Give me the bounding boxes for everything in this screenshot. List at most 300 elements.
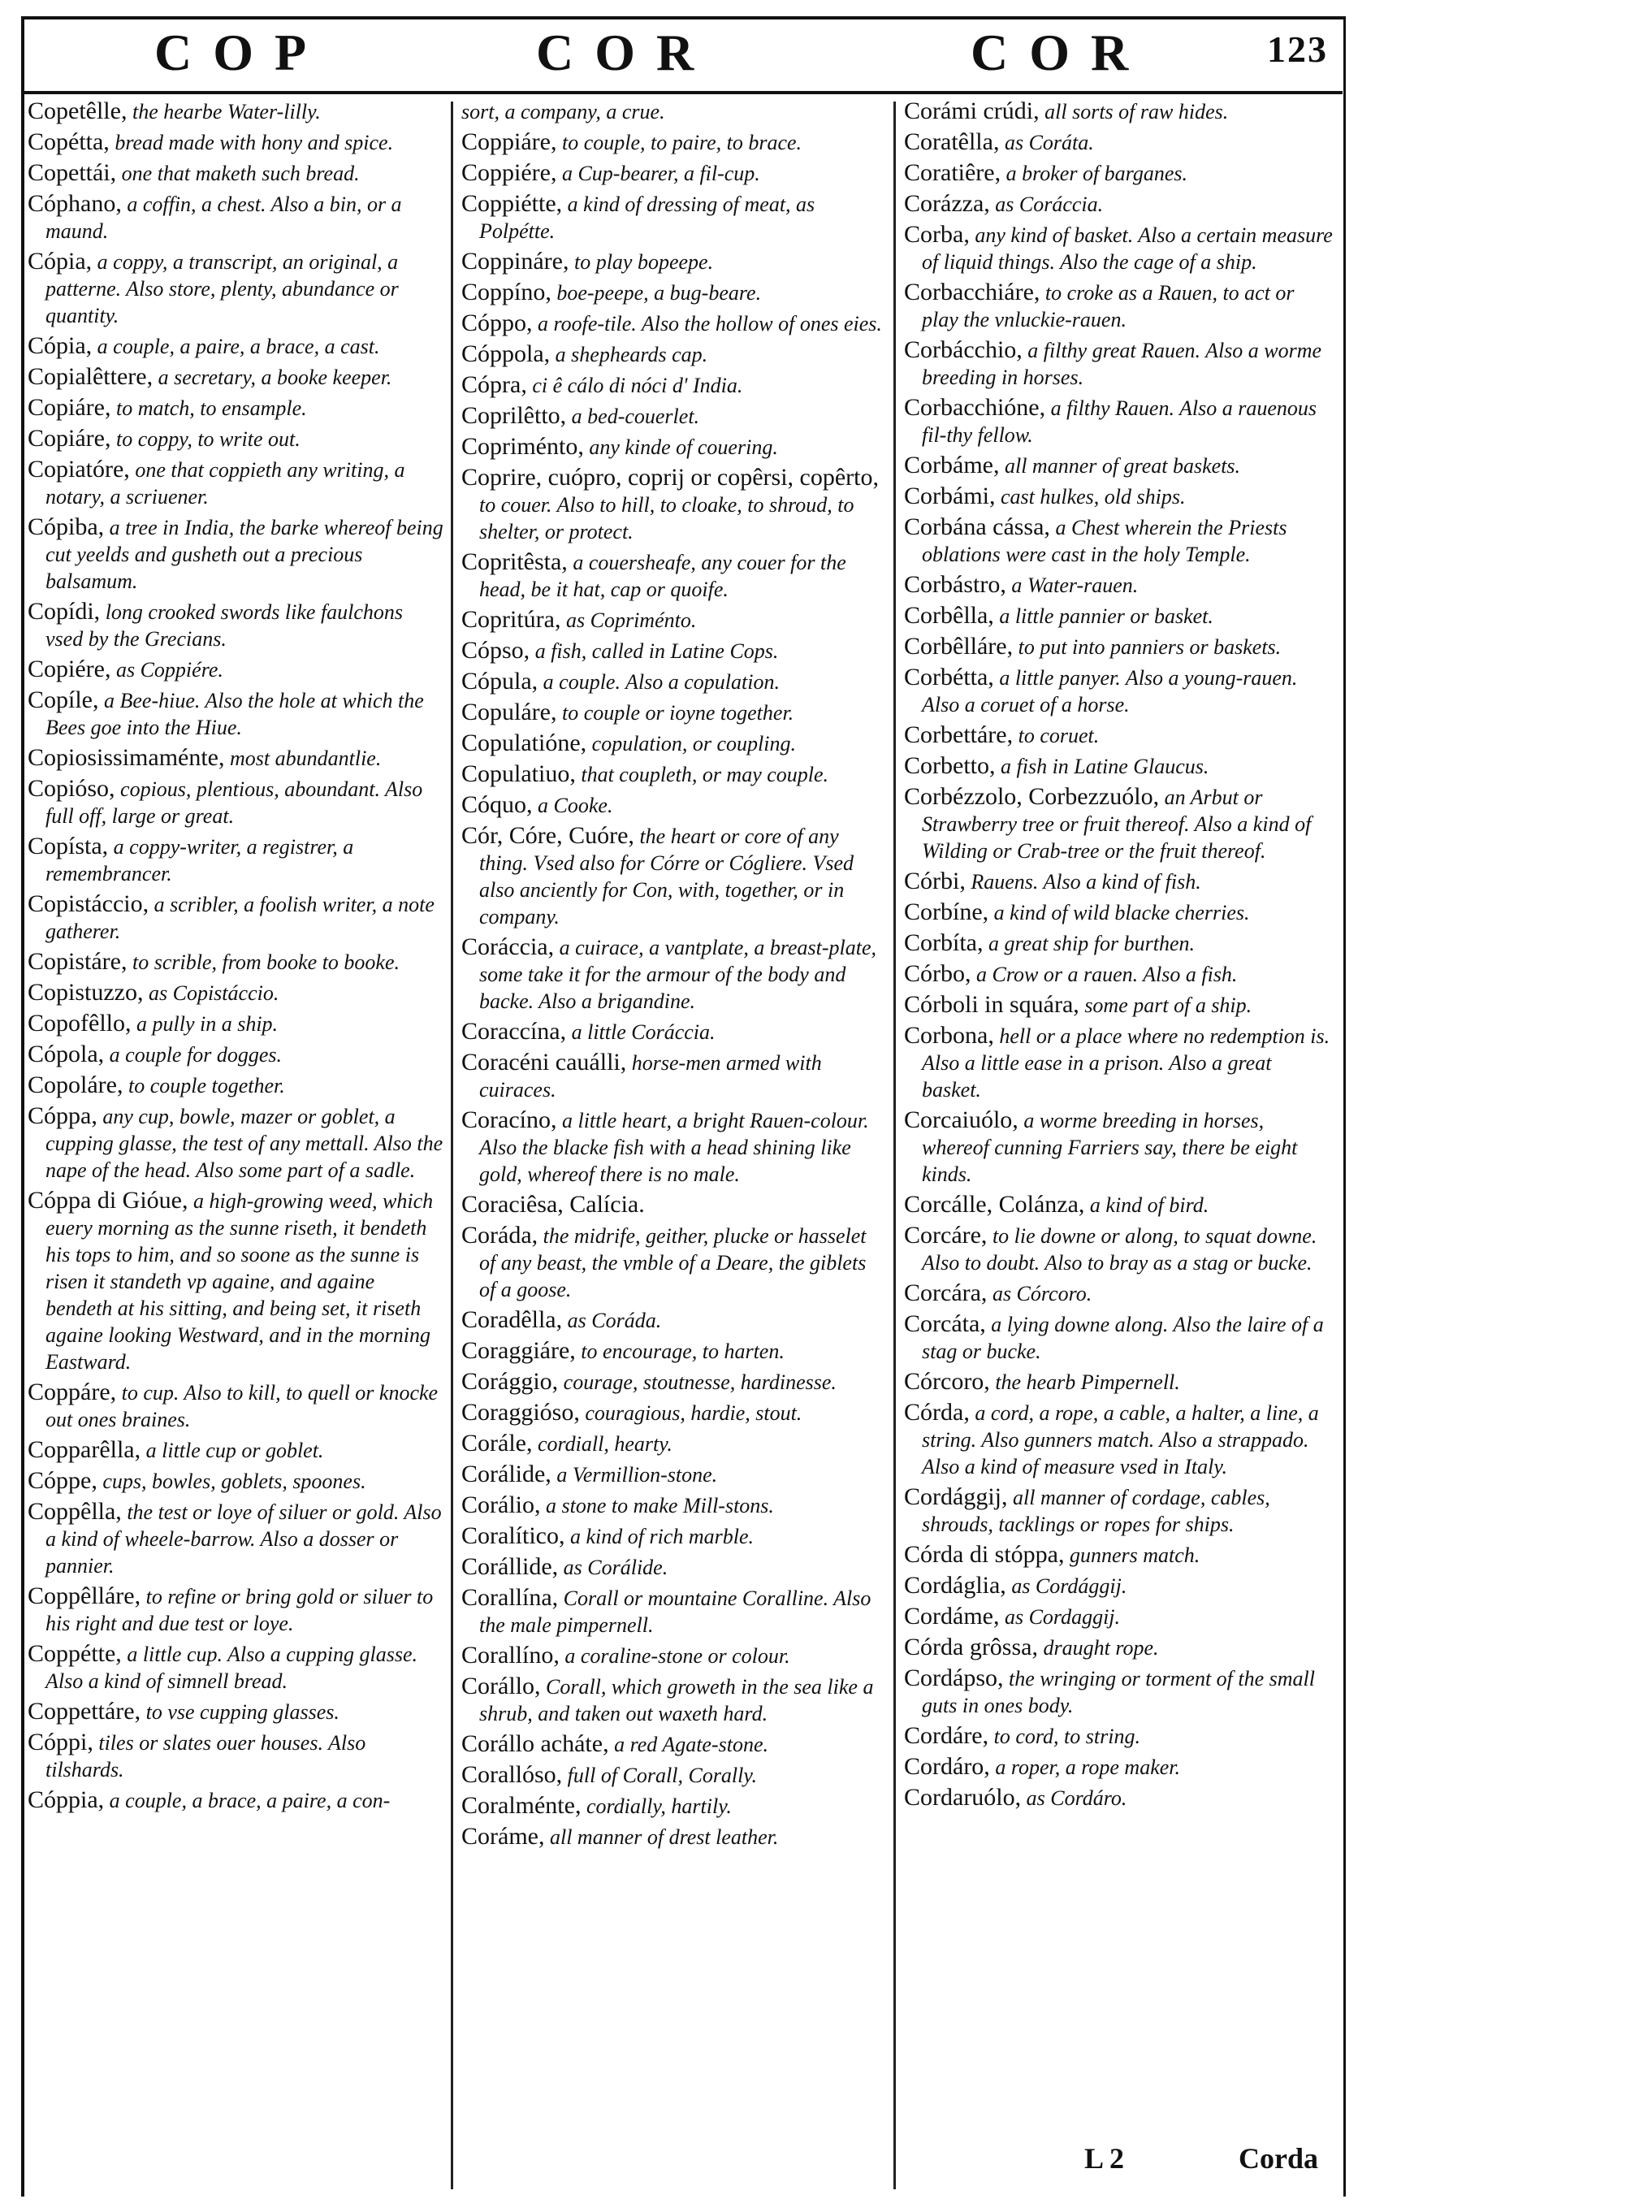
entry-headword: Copíle, bbox=[28, 686, 99, 713]
entry-definition: as Coráda. bbox=[562, 1309, 662, 1332]
entry-headword: Cóphano, bbox=[28, 190, 122, 217]
entry-headword: Corcálle, Colánza, bbox=[904, 1191, 1085, 1218]
page-number: 123 bbox=[1267, 28, 1328, 70]
dictionary-entry bbox=[28, 248, 443, 329]
entry-definition: to couer. Also to hill, to cloake, to shroud, to shelter, or protect. bbox=[479, 493, 854, 543]
entry-definition: a cuirace, a vantplate, a breast-plate, some take it for the armour of the body and backe. Also a brigandine. bbox=[479, 936, 877, 1013]
dictionary-entry bbox=[28, 425, 443, 452]
entry-headword: Corbacchiáre, bbox=[904, 279, 1040, 305]
dictionary-entry bbox=[461, 606, 884, 634]
entry-definition: to put into panniers or baskets. bbox=[1013, 635, 1282, 659]
dictionary-entry bbox=[28, 456, 443, 510]
entry-headword: Corbêlla, bbox=[904, 602, 994, 629]
dictionary-entry bbox=[28, 686, 443, 741]
entry-definition: a little heart, a bright Rauen-colour. Also the blacke fish with a head shining like gold, whereof there is no male. bbox=[479, 1109, 869, 1186]
entry-definition: to scrible, from booke to booke. bbox=[127, 950, 400, 974]
entry-headword: Cópia, bbox=[28, 248, 93, 275]
dictionary-entry bbox=[461, 668, 884, 695]
entry-headword: Corámi crúdi, bbox=[904, 97, 1040, 124]
entry-headword: Copettái, bbox=[28, 159, 117, 186]
entry-definition: a Water-rauen. bbox=[1005, 574, 1139, 597]
entry-headword: Coppêlláre, bbox=[28, 1582, 141, 1609]
dictionary-entry bbox=[461, 699, 884, 726]
dictionary-entry bbox=[904, 1541, 1334, 1569]
entry-definition: a filthy Rauen. Also a rauenous fil-thy fellow. bbox=[922, 396, 1317, 447]
entry-headword: Corba, bbox=[904, 221, 970, 248]
dictionary-column-1 bbox=[28, 97, 443, 1817]
entry-headword: Copistáccio, bbox=[28, 890, 149, 917]
dictionary-entry bbox=[28, 1436, 443, 1464]
entry-headword: Cordaruólo, bbox=[904, 1784, 1022, 1811]
entry-headword: Copparêlla, bbox=[28, 1436, 141, 1463]
entry-headword: Corbacchióne, bbox=[904, 394, 1046, 421]
entry-definition: a high-growing weed, which euery morning as the sunne riseth, it bendeth his tops to him, and so soone as the sunne is risen it standeth vp againe, and againe bendeth at his sitting, and being set, it riseth againe looking Westward, and in the morning Eastward. bbox=[45, 1189, 434, 1374]
entry-headword: Corallíno, bbox=[461, 1642, 560, 1669]
dictionary-entry bbox=[28, 1698, 443, 1725]
entry-definition: tiles or slates ouer houses. Also tilshards. bbox=[45, 1731, 366, 1781]
entry-headword: Cóppia, bbox=[28, 1786, 105, 1813]
dictionary-entry bbox=[28, 1071, 443, 1099]
dictionary-entry bbox=[904, 1722, 1334, 1750]
dictionary-entry bbox=[461, 1673, 884, 1727]
dictionary-entry bbox=[28, 598, 443, 652]
entry-definition: as Copistáccio. bbox=[143, 981, 279, 1005]
entry-headword: Copiáre, bbox=[28, 394, 111, 421]
entry-headword: Corbástro, bbox=[904, 571, 1006, 598]
dictionary-entry bbox=[461, 1106, 884, 1188]
dictionary-entry bbox=[461, 1399, 884, 1426]
entry-definition: long crooked swords like faulchons vsed by the Grecians. bbox=[45, 600, 404, 651]
entry-headword: Corbona, bbox=[904, 1022, 994, 1049]
entry-headword: Coraccína, bbox=[461, 1018, 567, 1045]
entry-headword: Cóquo, bbox=[461, 791, 533, 818]
entry-headword: Copulatiuo, bbox=[461, 760, 576, 787]
dictionary-entry bbox=[904, 159, 1334, 187]
dictionary-entry bbox=[461, 760, 884, 788]
dictionary-entry bbox=[28, 1498, 443, 1579]
entry-definition: the midrife, geither, plucke or hasselet of any beast, the vmble of a Deare, the giblets of a goose. bbox=[479, 1224, 867, 1301]
entry-headword: Copiére, bbox=[28, 656, 111, 682]
dictionary-entry bbox=[461, 1491, 884, 1519]
dictionary-entry bbox=[461, 1584, 884, 1638]
dictionary-entry bbox=[461, 1430, 884, 1457]
dictionary-entry bbox=[904, 929, 1334, 957]
dictionary-entry bbox=[28, 1010, 443, 1037]
dictionary-entry bbox=[461, 1306, 884, 1334]
entry-definition: to lie downe or along, to squat downe. Also to doubt. Also to bray as a stag or bucke. bbox=[922, 1224, 1317, 1275]
entry-definition: a broker of barganes. bbox=[1001, 162, 1187, 185]
entry-headword: Córda grôssa, bbox=[904, 1634, 1038, 1660]
entry-headword: Corállo acháte, bbox=[461, 1730, 609, 1757]
dictionary-entry bbox=[461, 310, 884, 337]
entry-headword: Coratêlla, bbox=[904, 128, 1000, 155]
dictionary-entry bbox=[461, 1049, 884, 1103]
entry-headword: Copoláre, bbox=[28, 1071, 123, 1098]
entry-headword: Coratiêre, bbox=[904, 159, 1001, 186]
entry-definition: as Cordáro. bbox=[1021, 1786, 1127, 1810]
dictionary-entry bbox=[904, 97, 1334, 125]
entry-definition: the test or loye of siluer or gold. Also a kind of wheele-barrow. Also a dosser or pannier. bbox=[45, 1500, 442, 1578]
entry-definition: to cord, to string. bbox=[988, 1725, 1140, 1748]
entry-definition: a couple, a brace, a paire, a con- bbox=[104, 1789, 391, 1812]
entry-headword: Corbíne, bbox=[904, 898, 989, 925]
entry-definition: cups, bowles, goblets, spoones. bbox=[97, 1470, 366, 1493]
column-rule bbox=[893, 102, 896, 2189]
entry-headword: Cóppo, bbox=[461, 310, 533, 336]
dictionary-entry bbox=[904, 960, 1334, 988]
entry-headword: Coppáre, bbox=[28, 1379, 117, 1405]
entry-definition: a secretary, a booke keeper. bbox=[153, 366, 392, 389]
entry-definition: cordiall, hearty. bbox=[532, 1432, 672, 1456]
entry-definition: the hearbe Water-lilly. bbox=[127, 100, 321, 123]
dictionary-entry bbox=[461, 1823, 884, 1851]
entry-definition: a couple for dogges. bbox=[104, 1043, 282, 1067]
entry-headword: Coralítico, bbox=[461, 1522, 565, 1549]
dictionary-entry bbox=[461, 248, 884, 275]
dictionary-column-3 bbox=[904, 97, 1334, 1815]
running-head-right: COR bbox=[971, 24, 1150, 81]
dictionary-entry bbox=[28, 1102, 443, 1184]
entry-headword: Coraggióso, bbox=[461, 1399, 580, 1426]
entry-headword: Corbêlláre, bbox=[904, 633, 1014, 660]
entry-headword: Copofêllo, bbox=[28, 1010, 132, 1037]
entry-definition: a little cup or goblet. bbox=[141, 1439, 324, 1462]
entry-headword: Coraciêsa, Calícia. bbox=[461, 1191, 645, 1218]
entry-headword: Copritêsta, bbox=[461, 548, 568, 575]
entry-definition: to cup. Also to kill, to quell or knocke out ones braines. bbox=[45, 1381, 439, 1431]
entry-headword: Corcára, bbox=[904, 1279, 988, 1306]
entry-headword: Córbo, bbox=[904, 960, 971, 987]
entry-headword: Cordáre, bbox=[904, 1722, 989, 1749]
dictionary-entry bbox=[28, 948, 443, 976]
dictionary-entry bbox=[904, 1753, 1334, 1781]
dictionary-entry bbox=[28, 1467, 443, 1495]
entry-definition: a little cup. Also a cupping glasse. Also a kind of simnell bread. bbox=[45, 1643, 418, 1693]
entry-definition: a red Agate-stone. bbox=[608, 1733, 769, 1756]
dictionary-entry bbox=[904, 452, 1334, 479]
dictionary-entry bbox=[461, 433, 884, 461]
dictionary-entry bbox=[461, 1642, 884, 1669]
entry-definition: sort, a company, a crue. bbox=[461, 100, 665, 123]
dictionary-entry bbox=[28, 332, 443, 360]
dictionary-entry bbox=[28, 1041, 443, 1068]
dictionary-entry bbox=[28, 1786, 443, 1814]
entry-definition: to couple together. bbox=[123, 1074, 285, 1097]
dictionary-entry bbox=[28, 744, 443, 772]
dictionary-entry bbox=[904, 1022, 1334, 1103]
entry-headword: Copiosissimaménte, bbox=[28, 744, 225, 771]
entry-definition: that coupleth, or may couple. bbox=[575, 763, 829, 786]
entry-definition: a Bee-hiue. Also the hole at which the Bees goe into the Hiue. bbox=[45, 689, 424, 739]
entry-headword: Corállo, bbox=[461, 1673, 541, 1699]
dictionary-entry bbox=[28, 97, 443, 125]
entry-definition: a little panyer. Also a young-rauen. Also a coruet of a horse. bbox=[922, 666, 1298, 716]
entry-definition: any cup, bowle, mazer or goblet, a cupping glasse, the test of any mettall. Also the nape of the head. Also some part of a sadle. bbox=[45, 1105, 443, 1182]
entry-headword: Corcáta, bbox=[904, 1310, 986, 1337]
entry-headword: Corbettáre, bbox=[904, 721, 1014, 748]
entry-headword: Coráccia, bbox=[461, 933, 555, 960]
dictionary-column-2 bbox=[461, 97, 884, 1854]
entry-headword: Cóppa, bbox=[28, 1102, 97, 1129]
entry-definition: to couple, to paire, to brace. bbox=[556, 131, 802, 154]
entry-definition: couragious, hardie, stout. bbox=[579, 1401, 802, 1425]
entry-definition: as Copriménto. bbox=[560, 608, 697, 632]
entry-definition: to coruet. bbox=[1013, 724, 1100, 747]
entry-headword: Córda di stóppa, bbox=[904, 1541, 1065, 1568]
entry-headword: Corálide, bbox=[461, 1461, 551, 1487]
entry-headword: Coraggiáre, bbox=[461, 1337, 576, 1364]
entry-definition: copulation, or coupling. bbox=[586, 732, 796, 755]
entry-definition: a Vermillion-stone. bbox=[551, 1463, 718, 1487]
entry-headword: Corállide, bbox=[461, 1553, 559, 1580]
entry-headword: Cordáglia, bbox=[904, 1572, 1006, 1599]
dictionary-entry bbox=[461, 1191, 884, 1219]
entry-definition: a roofe-tile. Also the hollow of ones eies. bbox=[532, 312, 882, 335]
entry-headword: Coppétte, bbox=[28, 1640, 122, 1667]
dictionary-entry bbox=[461, 1018, 884, 1045]
entry-definition: as Coppiére. bbox=[110, 658, 223, 682]
entry-definition: a fish, called in Latine Cops. bbox=[530, 639, 779, 663]
entry-definition: one that coppieth any writing, a notary, a scriuener. bbox=[45, 458, 405, 509]
entry-headword: Coráme, bbox=[461, 1823, 545, 1850]
entry-definition: as Cordággij. bbox=[1005, 1574, 1127, 1598]
dictionary-entry bbox=[904, 664, 1334, 718]
dictionary-entry bbox=[461, 933, 884, 1015]
entry-headword: Cópiba, bbox=[28, 513, 105, 540]
entry-definition: one that maketh such bread. bbox=[116, 162, 360, 185]
entry-headword: Coprilêtto, bbox=[461, 402, 567, 429]
dictionary-entry bbox=[904, 336, 1334, 391]
entry-definition: the hearb Pimpernell. bbox=[989, 1370, 1180, 1394]
entry-headword: Copistuzzo, bbox=[28, 979, 144, 1006]
entry-definition: a Chest wherein the Priests oblations were cast in the holy Temple. bbox=[922, 516, 1287, 566]
dictionary-entry bbox=[28, 363, 443, 391]
entry-definition: draught rope. bbox=[1037, 1636, 1159, 1660]
entry-definition: gunners match. bbox=[1064, 1543, 1200, 1567]
entry-definition: to refine or bring gold or siluer to his right and due test or loye. bbox=[45, 1585, 434, 1635]
dictionary-entry bbox=[461, 1222, 884, 1303]
entry-definition: bread made with hony and spice. bbox=[109, 131, 394, 154]
entry-definition: a Cup-bearer, a fil-cup. bbox=[556, 162, 760, 185]
entry-headword: Copiáre, bbox=[28, 425, 111, 452]
dictionary-entry bbox=[904, 1368, 1334, 1396]
entry-headword: Corálio, bbox=[461, 1491, 541, 1518]
entry-headword: Cóppe, bbox=[28, 1467, 97, 1494]
dictionary-entry bbox=[904, 1191, 1334, 1219]
entry-definition: a kind of bird. bbox=[1084, 1193, 1209, 1217]
entry-headword: Coracíno, bbox=[461, 1106, 557, 1133]
dictionary-entry bbox=[461, 822, 884, 930]
dictionary-entry bbox=[904, 279, 1334, 333]
entry-headword: Coppettáre, bbox=[28, 1698, 141, 1725]
entry-headword: Cór, Córe, Cuóre, bbox=[461, 822, 634, 849]
entry-definition: ci ê cálo di nóci d' India. bbox=[526, 374, 743, 397]
entry-definition: as Cordaggij. bbox=[999, 1605, 1121, 1629]
entry-definition: all manner of drest leather. bbox=[544, 1825, 779, 1849]
dictionary-entry bbox=[28, 1729, 443, 1783]
entry-definition: hell or a place where no redemption is. Also a little ease in a prison. Also a great basket. bbox=[922, 1024, 1330, 1102]
entry-headword: Corbézzolo, Corbezzuólo, bbox=[904, 783, 1160, 810]
dictionary-entry bbox=[904, 1106, 1334, 1188]
entry-definition: Corall, which groweth in the sea like a shrub, and taken out waxeth hard. bbox=[479, 1675, 874, 1725]
entry-definition: Rauens. Also a kind of fish. bbox=[965, 870, 1201, 894]
entry-headword: Copulatióne, bbox=[461, 729, 587, 756]
entry-headword: Cópula, bbox=[461, 668, 538, 695]
entry-definition: boe-peepe, a bug-beare. bbox=[551, 281, 762, 305]
entry-definition: any kind of basket. Also a certain measure of liquid things. Also the cage of a ship. bbox=[922, 223, 1333, 274]
dictionary-entry bbox=[904, 513, 1334, 568]
entry-definition: to match, to ensample. bbox=[110, 396, 307, 420]
entry-headword: Copriménto, bbox=[461, 433, 584, 460]
dictionary-entry bbox=[461, 1337, 884, 1365]
dictionary-entry bbox=[461, 548, 884, 603]
running-head-center: COR bbox=[536, 24, 716, 81]
entry-headword: Copritúra, bbox=[461, 606, 561, 633]
entry-definition: to couple or ioyne together. bbox=[556, 701, 794, 725]
entry-headword: Corbámi, bbox=[904, 483, 996, 509]
dictionary-entry bbox=[461, 190, 884, 245]
dictionary-entry bbox=[461, 637, 884, 664]
entry-definition: a couple. Also a copulation. bbox=[538, 670, 780, 694]
dictionary-entry bbox=[904, 868, 1334, 895]
entry-headword: Cordáro, bbox=[904, 1753, 990, 1780]
entry-definition: a couple, a paire, a brace, a cast. bbox=[92, 335, 380, 358]
entry-headword: Copióso, bbox=[28, 775, 115, 802]
entry-definition: a lying downe along. Also the laire of a stag or bucke. bbox=[922, 1313, 1324, 1363]
dictionary-entry bbox=[28, 1187, 443, 1375]
dictionary-entry bbox=[461, 1730, 884, 1758]
dictionary-entry bbox=[904, 1784, 1334, 1812]
header-rule bbox=[21, 91, 1343, 94]
entry-definition: the heart or core of any thing. Vsed also for Córre or Cógliere. Vsed also anciently for Con, with, together, or in company. bbox=[479, 825, 854, 929]
dictionary-entry bbox=[28, 513, 443, 595]
entry-definition: the wringing or torment of the small guts in ones body. bbox=[922, 1667, 1315, 1717]
entry-headword: Córda, bbox=[904, 1399, 970, 1426]
entry-definition: a filthy great Rauen. Also a worme breeding in horses. bbox=[922, 339, 1322, 389]
entry-definition: to coppy, to write out. bbox=[110, 427, 301, 451]
dictionary-entry bbox=[904, 1222, 1334, 1276]
dictionary-entry bbox=[28, 833, 443, 887]
entry-headword: Cópso, bbox=[461, 637, 530, 664]
entry-definition: cordially, hartily. bbox=[581, 1794, 732, 1818]
entry-headword: Copiatóre, bbox=[28, 456, 130, 483]
dictionary-entry bbox=[461, 1792, 884, 1820]
entry-headword: Córboli in squára, bbox=[904, 991, 1079, 1018]
entry-headword: Córcoro, bbox=[904, 1368, 990, 1395]
entry-definition: a little Coráccia. bbox=[566, 1020, 716, 1044]
entry-definition: as Coráta. bbox=[999, 131, 1094, 154]
dictionary-entry bbox=[461, 791, 884, 819]
entry-headword: Cópra, bbox=[461, 371, 527, 398]
entry-headword: Corále, bbox=[461, 1430, 533, 1457]
column-rule bbox=[451, 102, 453, 2189]
entry-headword: Cóppa di Gióue, bbox=[28, 1187, 188, 1214]
dictionary-entry bbox=[461, 729, 884, 757]
entry-headword: Corbáme, bbox=[904, 452, 1000, 478]
dictionary-entry bbox=[904, 1483, 1334, 1538]
dictionary-entry bbox=[28, 394, 443, 422]
entry-headword: Coppêlla, bbox=[28, 1498, 122, 1525]
dictionary-entry bbox=[461, 371, 884, 399]
entry-definition: Corall or mountaine Coralline. Also the male pimpernell. bbox=[479, 1586, 871, 1637]
entry-headword: Corázza, bbox=[904, 190, 990, 217]
dictionary-entry bbox=[904, 1572, 1334, 1599]
dictionary-entry bbox=[904, 898, 1334, 926]
dictionary-entry bbox=[461, 1553, 884, 1581]
entry-definition: a fish in Latine Glaucus. bbox=[995, 755, 1209, 778]
entry-definition: any kinde of couering. bbox=[583, 435, 778, 459]
entry-definition: to play bopeepe. bbox=[569, 250, 714, 274]
entry-headword: Corbácchio, bbox=[904, 336, 1023, 363]
entry-headword: Coppiére, bbox=[461, 159, 557, 186]
entry-definition: a stone to make Mill-stons. bbox=[540, 1494, 774, 1517]
entry-definition: a kind of rich marble. bbox=[564, 1525, 755, 1548]
entry-definition: an Arbut or Strawberry tree or fruit thereof. Also a kind of Wilding or Crab-tree or the fruit thereof. bbox=[922, 786, 1312, 863]
entry-definition: cast hulkes, old ships. bbox=[995, 485, 1186, 509]
dictionary-entry bbox=[461, 464, 884, 545]
entry-headword: Corbíta, bbox=[904, 929, 984, 956]
dictionary-entry bbox=[904, 633, 1334, 660]
entry-definition: a coffin, a chest. Also a bin, or a maund. bbox=[45, 193, 402, 243]
dictionary-entry bbox=[904, 1664, 1334, 1719]
dictionary-entry bbox=[28, 128, 443, 156]
dictionary-entry bbox=[461, 340, 884, 368]
entry-headword: Coracéni cauálli, bbox=[461, 1049, 627, 1076]
entry-definition: a great ship for burthen. bbox=[983, 932, 1195, 955]
entry-headword: Cópia, bbox=[28, 332, 93, 359]
entry-definition: to croke as a Rauen, to act or play the vnluckie-rauen. bbox=[922, 281, 1295, 331]
dictionary-entry bbox=[28, 979, 443, 1006]
entry-headword: Cóppola, bbox=[461, 340, 551, 367]
entry-headword: Copétta, bbox=[28, 128, 110, 155]
entry-definition: a tree in India, the barke whereof being cut yeelds and gusheth out a precious balsamum. bbox=[45, 516, 443, 593]
dictionary-entry bbox=[904, 394, 1334, 448]
dictionary-entry bbox=[904, 1310, 1334, 1365]
entry-headword: Coralménte, bbox=[461, 1792, 582, 1819]
entry-headword: Copísta, bbox=[28, 833, 109, 859]
signature-mark: L 2 bbox=[1084, 2142, 1125, 2175]
dictionary-entry bbox=[28, 1379, 443, 1433]
entry-headword: Corcáre, bbox=[904, 1222, 988, 1249]
entry-definition: courage, stoutnesse, hardinesse. bbox=[558, 1370, 837, 1394]
entry-headword: Coppiáre, bbox=[461, 128, 557, 155]
entry-headword: Corallóso, bbox=[461, 1761, 563, 1788]
entry-headword: Corbetto, bbox=[904, 752, 996, 779]
entry-headword: Coppiétte, bbox=[461, 190, 563, 217]
entry-definition: a kind of dressing of meat, as Polpétte. bbox=[479, 193, 815, 243]
dictionary-entry bbox=[904, 721, 1334, 749]
dictionary-entry bbox=[28, 890, 443, 945]
entry-headword: Copídi, bbox=[28, 598, 101, 625]
dictionary-entry bbox=[904, 1279, 1334, 1307]
dictionary-entry bbox=[461, 402, 884, 430]
entry-headword: Coráda, bbox=[461, 1222, 538, 1249]
entry-headword: Corallína, bbox=[461, 1584, 559, 1611]
entry-definition: as Coráccia. bbox=[989, 193, 1104, 216]
entry-definition: a shepheards cap. bbox=[550, 343, 708, 366]
dictionary-entry bbox=[904, 1634, 1334, 1661]
entry-headword: Copetêlle, bbox=[28, 97, 128, 124]
dictionary-entry bbox=[461, 1761, 884, 1789]
entry-definition: a little pannier or basket. bbox=[993, 604, 1213, 628]
dictionary-entry bbox=[28, 656, 443, 683]
entry-definition: a Crow or a rauen. Also a fish. bbox=[971, 963, 1238, 986]
dictionary-entry bbox=[461, 279, 884, 306]
entry-headword: Corággio, bbox=[461, 1368, 559, 1395]
entry-definition: as Córcoro. bbox=[987, 1282, 1092, 1305]
entry-definition: all manner of great baskets. bbox=[999, 454, 1241, 478]
dictionary-entry bbox=[904, 483, 1334, 510]
